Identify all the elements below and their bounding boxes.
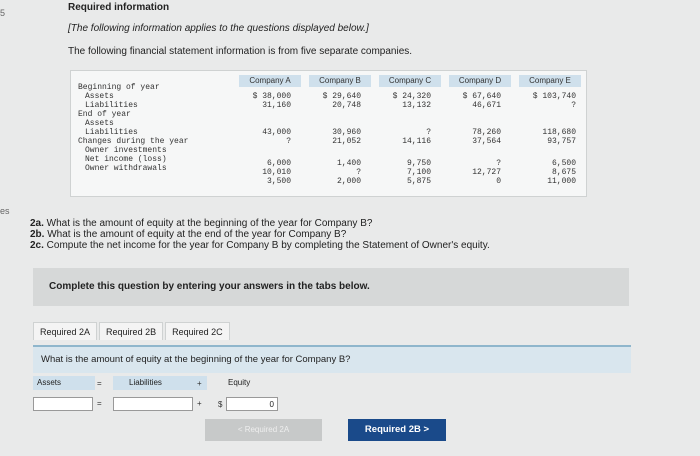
page-title: Required information	[68, 2, 170, 13]
financial-data-table	[70, 70, 587, 197]
assets-input[interactable]	[33, 397, 93, 411]
currency-symbol: $	[218, 400, 223, 409]
equals-sign: =	[97, 399, 102, 408]
table-cell: 118,680	[542, 128, 576, 137]
table-cell: 3,500	[266, 177, 291, 186]
question-2c	[30, 240, 490, 251]
edge-number-top: 5	[0, 8, 6, 18]
table-cell: ?	[286, 137, 291, 146]
table-cell: 93,757	[547, 137, 576, 146]
table-cell: 8,675	[551, 168, 576, 177]
column-header: Company D	[449, 75, 511, 87]
table-cell: 31,160	[262, 101, 291, 110]
table-cell: 6,000	[266, 159, 291, 168]
table-cell: ?	[426, 128, 431, 137]
column-header: Company B	[309, 75, 371, 87]
instruction-banner	[33, 268, 629, 306]
question-text: What is the amount of equity at the beginning of the year for Company B?	[43, 218, 373, 229]
row-label: Net income (loss)	[85, 155, 167, 164]
tab-required-2c[interactable]: Required 2C	[165, 322, 230, 340]
table-cell: 5,875	[406, 177, 431, 186]
question-2a	[30, 218, 490, 229]
row-label: Assets	[85, 119, 114, 128]
table-cell: 30,960	[332, 128, 361, 137]
equation-header-equity: Equity	[228, 378, 251, 387]
table-cell: $ 29,640	[322, 92, 361, 101]
question-number: 2a.	[30, 218, 44, 229]
table-cell: $ 24,320	[392, 92, 431, 101]
next-button[interactable]: Required 2B >	[348, 419, 446, 441]
tab-required-2a[interactable]: Required 2A	[33, 322, 97, 340]
table-cell: 37,564	[472, 137, 501, 146]
intro-text: The following financial statement information is from five separate companies.	[68, 46, 413, 57]
row-label: Liabilities	[85, 128, 138, 137]
table-cell: 7,100	[406, 168, 431, 177]
question-bar-text: What is the amount of equity at the beginning of the year for Company B?	[41, 354, 351, 365]
table-cell: 12,727	[472, 168, 501, 177]
question-2b	[30, 229, 490, 240]
plus-sign: +	[197, 379, 202, 388]
table-cell: 46,671	[472, 101, 501, 110]
row-label: Liabilities	[85, 101, 138, 110]
question-number: 2b.	[30, 229, 45, 240]
table-cell: 0	[496, 177, 501, 186]
equation-header-liabilities: Liabilities	[113, 376, 207, 390]
previous-button[interactable]: < Required 2A	[205, 419, 322, 441]
instruction-text: Complete this question by entering your answers in the tabs below.	[49, 281, 370, 292]
row-label: Assets	[85, 92, 114, 101]
table-cell: ?	[496, 159, 501, 168]
table-cell: $ 67,640	[462, 92, 501, 101]
table-cell: $ 38,000	[252, 92, 291, 101]
tab-required-2b[interactable]: Required 2B	[99, 322, 163, 340]
row-label: Changes during the year	[78, 137, 189, 146]
question-text: Compute the net income for the year for Company B by completing the Statement of Owner's equity.	[43, 240, 490, 251]
row-label: Beginning of year	[78, 83, 160, 92]
table-cell: 13,132	[402, 101, 431, 110]
table-cell: 1,400	[336, 159, 361, 168]
column-header: Company C	[379, 75, 441, 87]
info-note: [The following information applies to the questions displayed below.]	[68, 23, 369, 34]
table-cell: 10,010	[262, 168, 291, 177]
equation-header-assets: Assets	[33, 376, 95, 390]
table-cell: 78,260	[472, 128, 501, 137]
table-cell: 21,052	[332, 137, 361, 146]
equity-input[interactable]: 0	[226, 397, 278, 411]
tab-bar	[33, 322, 232, 340]
row-label: Owner investments	[85, 146, 167, 155]
table-cell: 20,748	[332, 101, 361, 110]
table-cell: 2,000	[336, 177, 361, 186]
question-text: What is the amount of equity at the end of the year for Company B?	[44, 229, 347, 240]
question-bar	[33, 345, 631, 373]
edge-label-mid: es	[0, 206, 10, 216]
question-number: 2c.	[30, 240, 44, 251]
table-cell: 6,500	[551, 159, 576, 168]
table-cell: $ 103,740	[532, 92, 576, 101]
table-cell: 11,000	[547, 177, 576, 186]
table-cell: 43,000	[262, 128, 291, 137]
plus-sign: +	[197, 399, 202, 408]
column-header: Company A	[239, 75, 301, 87]
table-cell: 14,116	[402, 137, 431, 146]
column-header: Company E	[519, 75, 581, 87]
table-cell: ?	[356, 168, 361, 177]
table-cell: ?	[571, 101, 576, 110]
equals-sign: =	[97, 379, 102, 388]
question-list	[30, 218, 490, 251]
row-label: Owner withdrawals	[85, 164, 167, 173]
liabilities-input[interactable]	[113, 397, 193, 411]
table-cell: 9,750	[406, 159, 431, 168]
row-label: End of year	[78, 110, 131, 119]
